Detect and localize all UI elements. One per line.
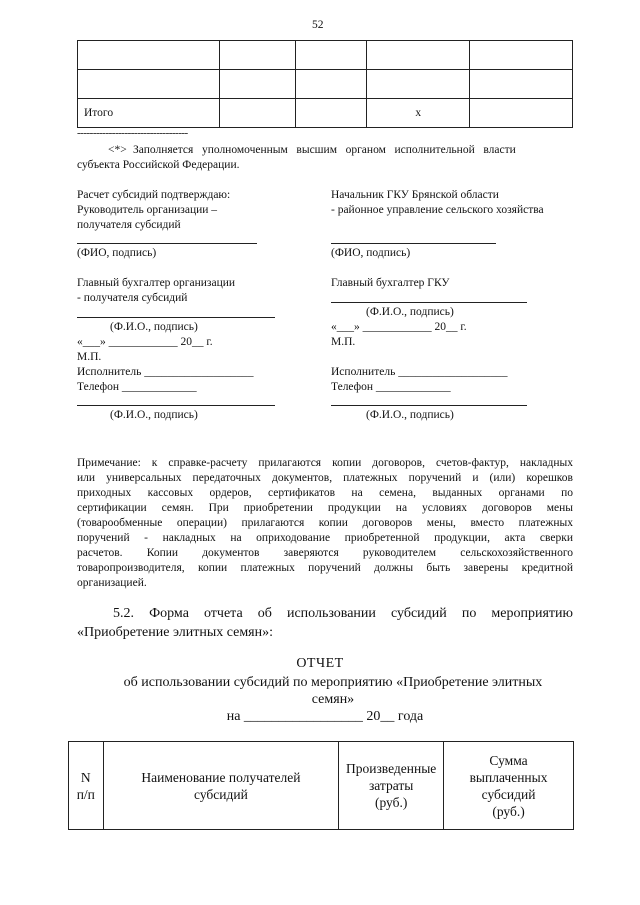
- signature-line: [331, 405, 527, 406]
- fio-sign-label: (Ф.И.О., подпись): [110, 321, 198, 333]
- table-cell: [220, 70, 295, 99]
- note-line8: товаропроизводителя, копии платежных поручений должны быть заверены кредитной: [77, 562, 573, 574]
- fio-sign-label: (Ф.И.О., подпись): [110, 409, 198, 421]
- section-heading-line2: «Приобретение элитных семян»:: [77, 625, 273, 640]
- fio-sign-label: (ФИО, подпись): [77, 247, 157, 259]
- table-cell: [470, 70, 573, 99]
- table-cell: [78, 41, 220, 70]
- fio-sign-label: (Ф.И.О., подпись): [366, 409, 454, 421]
- header-col-costs-line1: Произведенные: [346, 761, 437, 776]
- accountant-line2: - получателя субсидий: [77, 292, 188, 304]
- header-col-number-line1: N: [80, 769, 91, 785]
- note-line6: поручений - накладных на оприходование приобретенной продукции, акта сверки: [77, 532, 573, 544]
- footnote-text-line1: Заполняется уполномоченным высшим органом исполнительной власти: [133, 144, 516, 156]
- signature-line: [77, 317, 275, 318]
- signature-line: [331, 302, 527, 303]
- total-row: [78, 99, 573, 128]
- table-header-row: [69, 742, 574, 830]
- top-table: [77, 40, 573, 128]
- page-number: 52: [312, 19, 324, 31]
- note-line4: сертификации семян. При приобретении продукции на условиях договоров мены: [77, 502, 573, 514]
- table-cell: [220, 99, 295, 128]
- fio-sign-label: (ФИО, подпись): [331, 247, 411, 259]
- total-label: Итого: [78, 99, 220, 128]
- stamp-label: М.П.: [331, 336, 356, 348]
- note-line1: Примечание: к справке-расчету прилагаются копии договоров, счетов-фактур, накладных: [77, 457, 573, 469]
- head-line2: - районное управление сельского хозяйства: [331, 204, 544, 216]
- header-col-number: [69, 742, 104, 830]
- confirm-line1: Расчет субсидий подтверждаю:: [77, 189, 231, 201]
- confirm-line2: Руководитель организации –: [77, 204, 218, 216]
- report-subtitle-line2: семян»: [311, 692, 355, 707]
- header-col-subsidies-line3: субсидий: [481, 786, 536, 802]
- signature-line: [77, 243, 257, 244]
- accountant-gku: Главный бухгалтер ГКУ: [331, 277, 450, 289]
- table-cell: [367, 41, 470, 70]
- signature-line: [77, 405, 275, 406]
- report-table: [68, 741, 574, 830]
- report-title: ОТЧЕТ: [296, 656, 344, 671]
- footnote-mark: <*>: [108, 144, 127, 156]
- table-cell: [220, 41, 295, 70]
- report-subtitle-line1: об использовании субсидий по мероприятию «Приобретение элитных: [123, 675, 543, 690]
- header-col-costs: [339, 742, 444, 830]
- table-row: [78, 70, 573, 99]
- confirm-line3: получателя субсидий: [77, 219, 181, 231]
- header-col-subsidies-line2: выплаченных: [469, 769, 548, 785]
- note-line9: организацией.: [77, 577, 147, 589]
- table-cell: [295, 41, 367, 70]
- table-cell: [78, 70, 220, 99]
- head-line1: Начальник ГКУ Брянской области: [331, 189, 499, 201]
- signature-line: [331, 243, 496, 244]
- table-cell: [367, 70, 470, 99]
- note-line7: расчетов. Копии документов заверяются руководителем сельскохозяйственного: [77, 547, 573, 559]
- header-col-recipient-line2: субсидий: [194, 786, 248, 802]
- footnote-separator: -----------------------------------: [77, 127, 188, 139]
- fio-sign-label: (Ф.И.О., подпись): [366, 306, 454, 318]
- executor-line: Исполнитель ___________________: [77, 366, 254, 378]
- header-col-costs-line3: (руб.): [374, 795, 408, 810]
- header-col-recipient: [103, 742, 339, 830]
- table-row: [78, 41, 573, 70]
- header-col-costs-line2: затраты: [368, 778, 414, 793]
- table-cell: [470, 41, 573, 70]
- table-cell: [295, 70, 367, 99]
- footnote-text-line2: субъекта Российской Федерации.: [77, 159, 240, 171]
- executor-line: Исполнитель ___________________: [331, 366, 508, 378]
- header-col-recipient-line1: Наименование получателей: [141, 769, 301, 785]
- phone-line: Телефон _____________: [331, 381, 451, 393]
- table-cell: [470, 99, 573, 128]
- note-line3: приходных кассовых ордеров, сертификатов на семена, выданных органами по: [77, 487, 573, 499]
- phone-line: Телефон _____________: [77, 381, 197, 393]
- date-line: «___» ____________ 20__ г.: [77, 336, 213, 348]
- report-date-line: на _________________ 20__ года: [226, 709, 424, 724]
- header-col-number-line2: п/п: [76, 786, 95, 802]
- header-col-subsidies-line1: Сумма: [489, 752, 528, 768]
- note-line2: или универсальных передаточных документов, платежных поручений и (или) корешков: [77, 472, 573, 484]
- stamp-label: М.П.: [77, 351, 102, 363]
- section-heading-line1: 5.2. Форма отчета об использовании субсидий по мероприятию: [113, 606, 573, 621]
- note-line5: (товарообменные операции) прилагаются копии договоров мены, вместо платежных: [77, 517, 573, 529]
- accountant-line1: Главный бухгалтер организации: [77, 277, 236, 289]
- header-col-subsidies-line4: (руб.): [492, 803, 525, 819]
- date-line: «___» ____________ 20__ г.: [331, 321, 467, 333]
- table-cell: [295, 99, 367, 128]
- header-col-subsidies: [444, 742, 574, 830]
- total-mark: х: [367, 99, 470, 128]
